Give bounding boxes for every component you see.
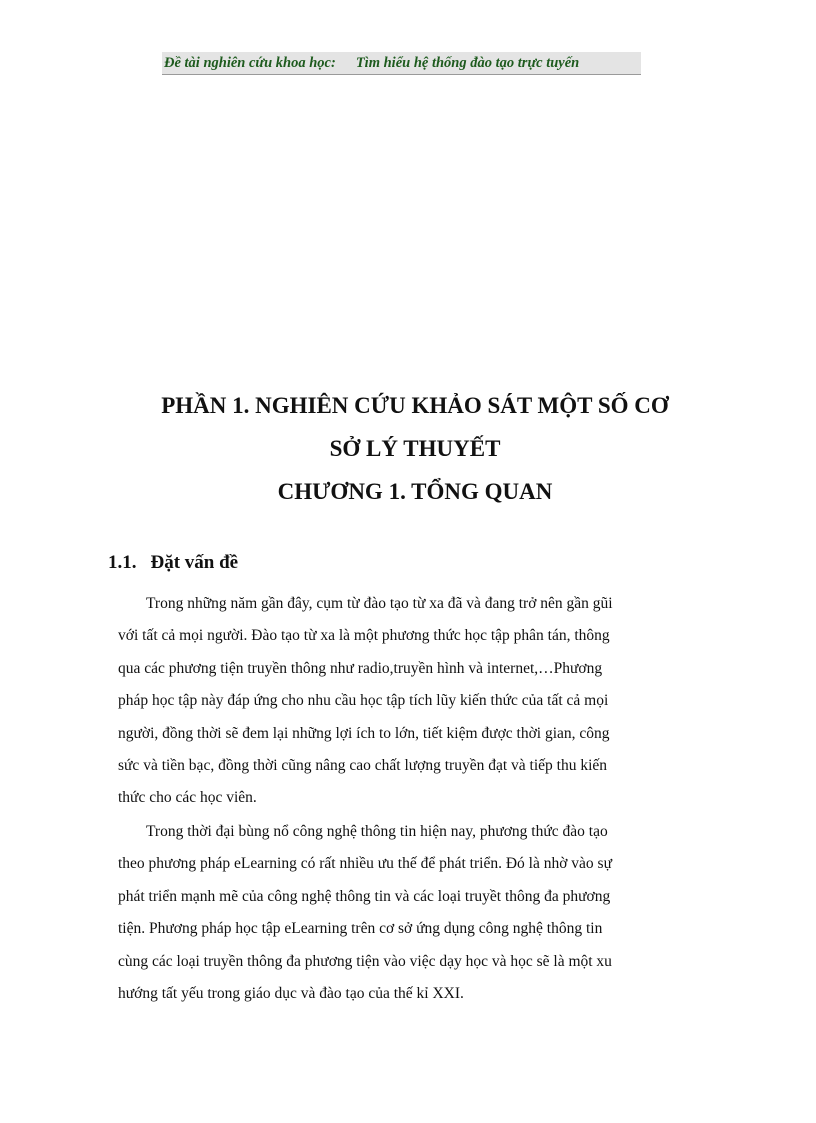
header-topic-label: Đề tài nghiên cứu khoa học:: [164, 54, 336, 71]
paragraph-line: người, đồng thời sẽ đem lại những lợi ích to lớn, tiết kiệm được thời gian, công: [118, 724, 610, 742]
paragraph-line: với tất cả mọi người. Đào tạo từ xa là một phương thức học tập phân tán, thông: [118, 627, 610, 645]
paragraph-line: thức cho các học viên.: [118, 789, 257, 807]
chapter-title: [100, 384, 730, 513]
paragraph-line: Trong những năm gần đây, cụm từ đào tạo từ xa đã và đang trở nên gần gũi: [146, 595, 613, 612]
paragraph-line: theo phương pháp eLearning có rất nhiều ưu thế để phát triển. Đó là nhờ vào sự: [118, 855, 612, 873]
paragraph-line: tiện. Phương pháp học tập eLearning trên cơ sở ứng dụng công nghệ thông tin: [118, 920, 603, 938]
section-title: Đặt vấn đề: [150, 552, 239, 573]
header-topic-title: Tìm hiểu hệ thống đào tạo trực tuyến: [355, 54, 580, 71]
title-line-1: PHẦN 1. NGHIÊN CỨU KHẢO SÁT MỘT SỐ CƠ: [161, 393, 669, 418]
paragraph-2: [118, 816, 698, 1010]
section-number: 1.1.: [108, 552, 137, 573]
running-header: [162, 52, 641, 75]
paragraph-line: qua các phương tiện truyền thông như radio,truyền hình và internet,…Phương: [118, 659, 603, 677]
paragraph-line: pháp học tập này đáp ứng cho nhu cầu học tập tích lũy kiến thức của tất cả mọi: [118, 692, 609, 710]
title-line-3: CHƯƠNG 1. TỔNG QUAN: [277, 479, 553, 504]
paragraph-line: hướng tất yếu trong giáo dục và đào tạo của thế kỉ XXI.: [118, 985, 464, 1003]
title-line-2: SỞ LÝ THUYẾT: [329, 436, 501, 461]
paragraph-line: sức và tiền bạc, đồng thời cũng nâng cao chất lượng truyền đạt và tiếp thu kiến: [118, 757, 608, 775]
paragraph-line: phát triển mạnh mẽ của công nghệ thông tin và các loại truyềt thông đa phương: [118, 887, 611, 905]
paragraph-1: [118, 588, 698, 815]
section-heading: [108, 552, 238, 574]
paragraph-line: cùng các loại truyền thông đa phương tiện vào việc dạy học và học sẽ là một xu: [118, 952, 612, 970]
paragraph-line: Trong thời đại bùng nổ công nghệ thông tin hiện nay, phương thức đào tạo: [146, 823, 608, 840]
